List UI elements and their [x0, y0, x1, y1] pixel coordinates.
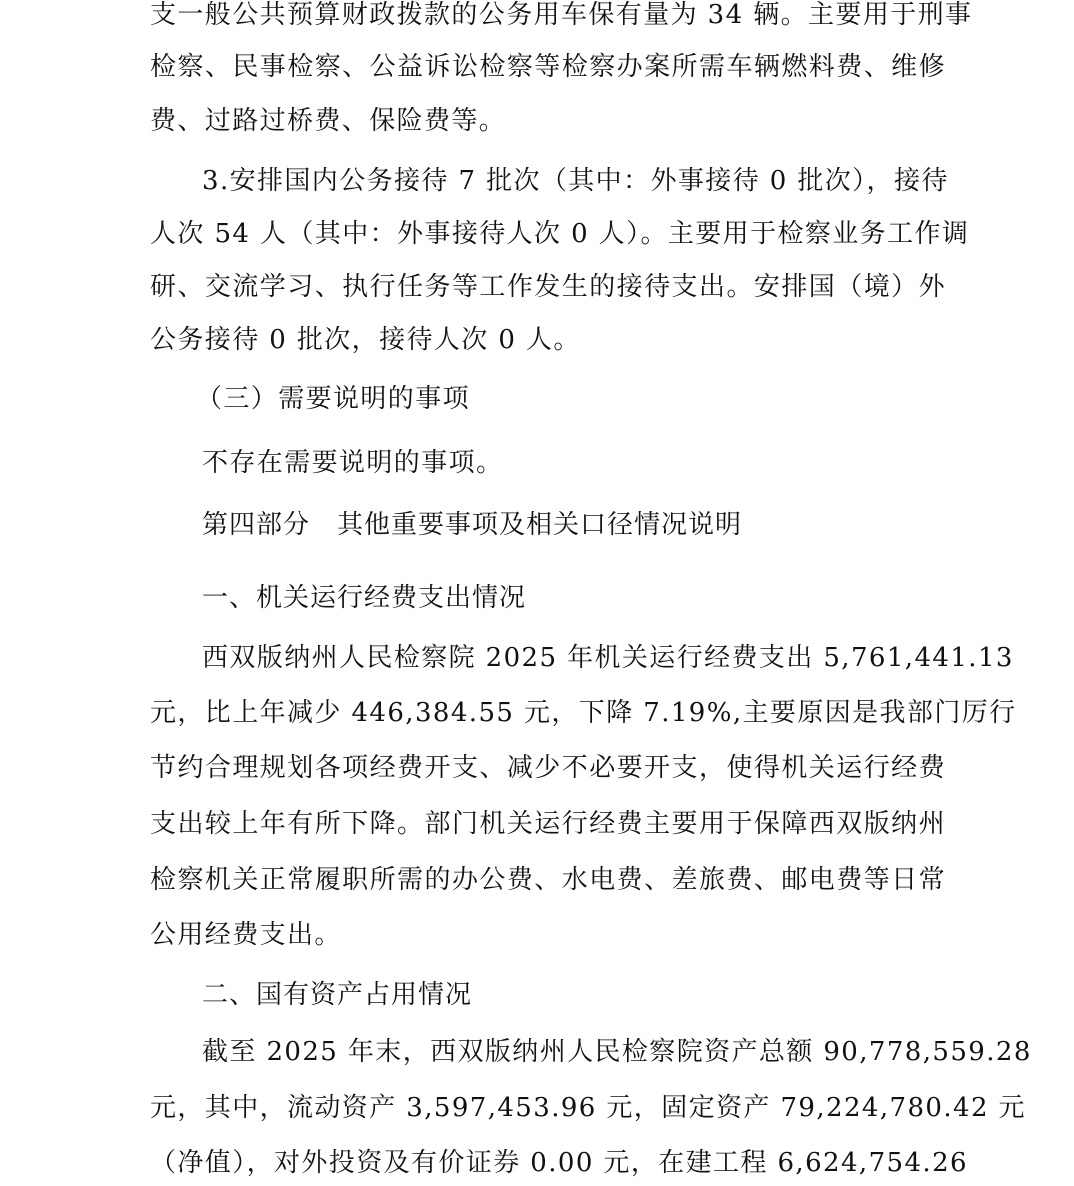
paragraph-line: 公用经费支出。 [150, 920, 342, 950]
paragraph-line: 3.安排国内公务接待 7 批次（其中：外事接待 0 批次），接待 [202, 166, 949, 196]
paragraph-line: （净值），对外投资及有价证券 0.00 元，在建工程 6,624,754.26 [150, 1148, 968, 1178]
paragraph-line: 元，比上年减少 446,384.55 元，下降 7.19%,主要原因是我部门厉行 [150, 698, 1017, 728]
paragraph-line: 研、交流学习、执行任务等工作发生的接待支出。安排国（境）外 [150, 272, 946, 302]
paragraph-line: 检察机关正常履职所需的办公费、水电费、差旅费、邮电费等日常 [150, 865, 946, 895]
paragraph-line: 西双版纳州人民检察院 2025 年机关运行经费支出 5,761,441.13 [202, 643, 1014, 673]
paragraph-line: 人次 54 人（其中：外事接待人次 0 人）。主要用于检察业务工作调 [150, 219, 970, 249]
paragraph-line: 公务接待 0 批次，接待人次 0 人。 [150, 325, 581, 355]
section-heading: 一、机关运行经费支出情况 [202, 583, 527, 613]
paragraph-line: 截至 2025 年末，西双版纳州人民检察院资产总额 90,778,559.28 [202, 1037, 1032, 1067]
part-heading: 第四部分 其他重要事项及相关口径情况说明 [202, 510, 743, 540]
subsection-heading: （三）需要说明的事项 [196, 384, 471, 414]
paragraph-line: 费、过路过桥费、保险费等。 [150, 106, 507, 136]
paragraph-line: 支一般公共预算财政拨款的公务用车保有量为 34 辆。主要用于刑事 [150, 0, 973, 30]
paragraph-line: 检察、民事检察、公益诉讼检察等检察办案所需车辆燃料费、维修 [150, 52, 946, 82]
paragraph-line: 节约合理规划各项经费开支、减少不必要开支，使得机关运行经费 [150, 753, 946, 783]
paragraph-line: 不存在需要说明的事项。 [202, 448, 504, 478]
section-heading: 二、国有资产占用情况 [202, 980, 473, 1010]
paragraph-line: 支出较上年有所下降。部门机关运行经费主要用于保障西双版纳州 [150, 809, 946, 839]
paragraph-line: 元，其中，流动资产 3,597,453.96 元，固定资产 79,224,780.42 元 [150, 1093, 1026, 1123]
